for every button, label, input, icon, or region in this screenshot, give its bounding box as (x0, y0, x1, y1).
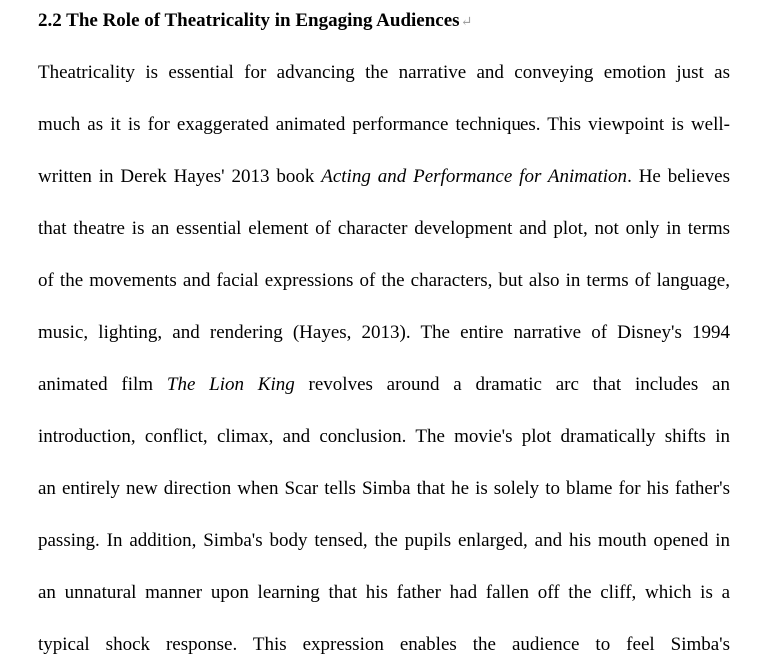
book-title: Acting and Performance for Animation (321, 166, 628, 187)
text-segment: typical shock response. This expression enables the audience to feel Simba's (38, 634, 730, 655)
text-segment: es. This viewpoint is well- (519, 114, 730, 135)
text-line (38, 515, 730, 567)
text-segment: passing. In addition, Simba's body tensed, the pupils enlarged, and his mouth opened in (38, 530, 730, 551)
text-line (38, 307, 730, 359)
text-line (38, 47, 730, 99)
text-line (38, 359, 730, 411)
document-page[interactable] (38, 0, 730, 671)
text-line (38, 619, 730, 671)
text-segment: . He believes (627, 166, 730, 187)
text-segment: music, lighting, and rendering (Hayes, 2013). The entire narrative of Disney's 1994 (38, 322, 730, 343)
text-segment: an entirely new direction when Scar tells Simba that he is solely to blame for his father's (38, 478, 730, 499)
text-line (38, 567, 730, 619)
text-line (38, 463, 730, 515)
section-heading-text: 2.2 The Role of Theatricality in Engaging Audiences (38, 10, 460, 31)
text-line (38, 255, 730, 307)
text-segment: introduction, conflict, climax, and conclusion. The movie's plot dramatically shifts in (38, 426, 730, 447)
text-segment: revolves around a dramatic arc that includes an (294, 374, 730, 395)
section-heading (38, 8, 472, 36)
text-line (38, 411, 730, 463)
text-line (38, 151, 730, 203)
film-title: The Lion King (166, 374, 295, 395)
text-segment: animated film (38, 374, 167, 395)
text-segment: much as it is for exaggerated animated performance techniqu (38, 114, 521, 135)
text-segment: of the movements and facial expressions of the characters, but also in terms of language, (38, 270, 730, 291)
paragraph-mark-icon: ↵ (460, 15, 473, 30)
text-segment: written in Derek Hayes' 2013 book (38, 166, 322, 187)
text-line (38, 99, 730, 151)
text-segment: an unnatural manner upon learning that his father had fallen off the cliff, which is a (38, 582, 730, 603)
body-paragraph[interactable] (38, 47, 730, 671)
text-segment: that theatre is an essential element of character development and plot, not only in terms (38, 218, 730, 239)
text-segment: Theatricality is essential for advancing the narrative and conveying emotion just as (38, 62, 730, 83)
text-line (38, 203, 730, 255)
